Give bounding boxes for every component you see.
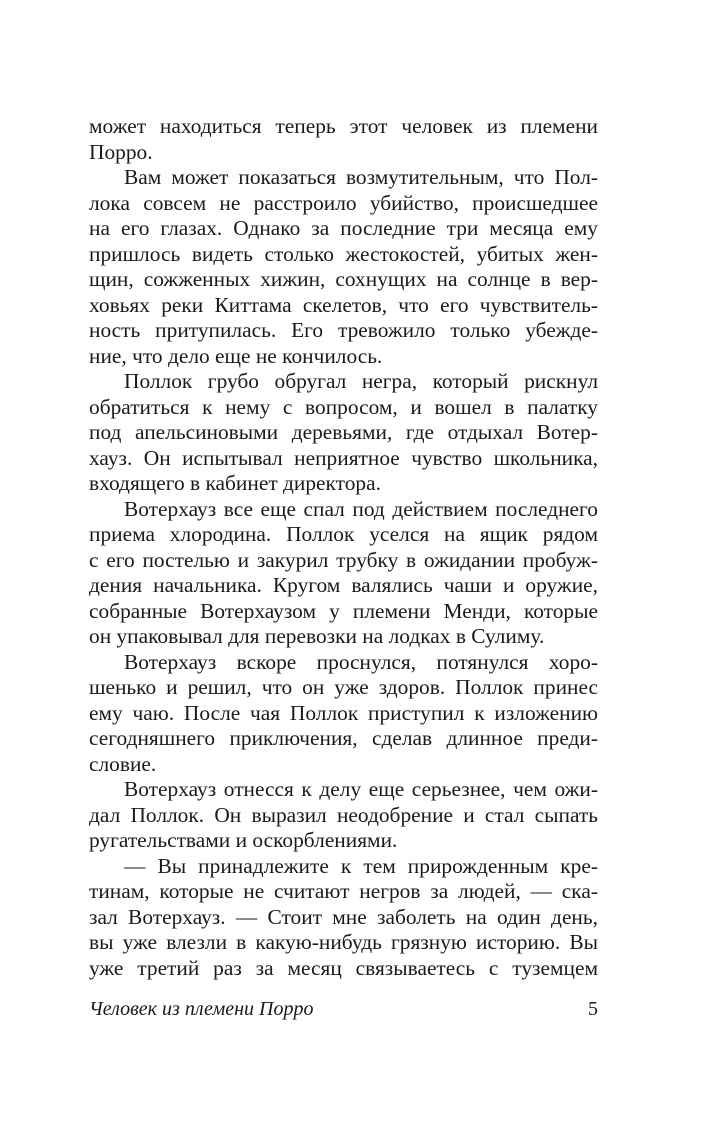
page-body bbox=[89, 114, 598, 981]
text-line: тинам, которые не считают негров за людей, — ска- bbox=[89, 879, 598, 903]
text-line: шенько и решил, что он уже здоров. Поллок принес bbox=[89, 675, 598, 699]
text-line: ние, что дело еще не кончилось. bbox=[89, 343, 383, 368]
text-line: Поллок грубо обругал негра, который рискнул bbox=[124, 369, 598, 393]
text-line: может находиться теперь этот человек из племени bbox=[89, 114, 598, 138]
text-line: ховьях реки Киттама скелетов, что его чувствитель- bbox=[89, 292, 598, 317]
text-line: уже третий раз за месяц связываетесь с туземцем bbox=[89, 955, 598, 980]
text-line: лока совсем не расстроило убийство, происшедшее bbox=[89, 190, 598, 215]
text-line: Вотерхауз отнесся к делу еще серьезнее, чем ожи- bbox=[124, 777, 598, 801]
text-line: обратиться к нему с вопросом, и вошел в палатку bbox=[89, 394, 598, 419]
text-line: входящего в кабинет директора. bbox=[89, 471, 381, 495]
text-line: с его постелью и закурил трубку в ожидании пробуж- bbox=[89, 547, 598, 572]
text-line: ругательствами и оскорблениями. bbox=[89, 828, 398, 852]
text-line: дал Поллок. Он выразил неодобрение и стал сыпать bbox=[89, 802, 598, 827]
text-line: щин, сожженных хижин, сохнущих на солнце в вер- bbox=[89, 267, 598, 291]
text-line: Вам может показаться возмутительным, что Пол- bbox=[124, 165, 598, 189]
text-line: сегодняшнего приключения, сделав длинное преди- bbox=[89, 726, 598, 750]
text-line: дения начальника. Кругом валялись чаши и оружие, bbox=[89, 573, 598, 597]
text-line: под апельсиновыми деревьями, где отдыхал Вотер- bbox=[89, 420, 598, 444]
text-line: Вотерхауз вскоре проснулся, потянулся хоро- bbox=[124, 649, 598, 674]
text-line: зал Вотерхауз. — Стоит мне заболеть на один день, bbox=[89, 904, 598, 929]
text-line: словие. bbox=[89, 751, 157, 776]
text-line: — Вы принадлежите к тем прирожденным кре- bbox=[124, 853, 598, 878]
text-line: на его глазах. Однако за последние три месяца ему bbox=[89, 216, 598, 240]
text-line: Вотерхауз все еще спал под действием последнего bbox=[124, 496, 598, 521]
text-line: приема хлородина. Поллок уселся на ящик рядом bbox=[89, 522, 598, 546]
text-line: хауз. Он испытывал неприятное чувство школьника, bbox=[89, 445, 598, 470]
text-line: вы уже влезли в какую-нибудь грязную историю. Вы bbox=[89, 930, 598, 954]
text-line: он упаковывал для перевозки на лодках в Сулиму. bbox=[89, 624, 545, 648]
text-line: ность притупилась. Его тревожило только убежде- bbox=[89, 318, 598, 342]
text-line: ему чаю. После чая Поллок приступил к изложению bbox=[89, 700, 598, 725]
page-number: 5 bbox=[588, 998, 598, 1020]
running-footer-title: Человек из племени Порро bbox=[89, 998, 314, 1020]
text-line: Порро. bbox=[89, 139, 153, 164]
text-line: пришлось видеть столько жестокостей, убитых жен- bbox=[89, 241, 598, 266]
text-line: собранные Вотерхаузом у племени Менди, которые bbox=[89, 598, 598, 623]
